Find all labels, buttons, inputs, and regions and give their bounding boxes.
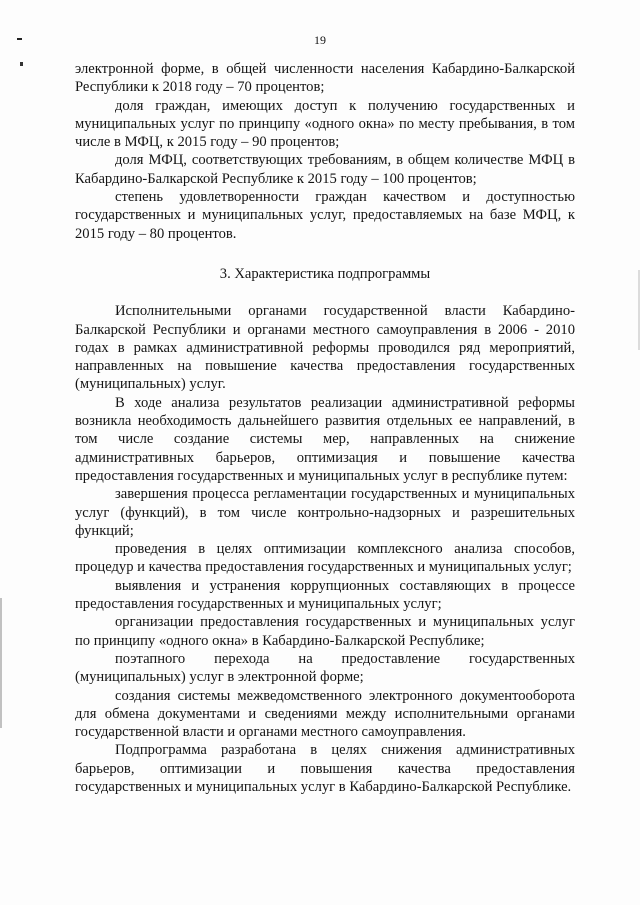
list-item: создания системы межведомственного электронного документооборота для обмена документами и сведениями между исполнительными органами государственной власти и органами местного самоуправления.	[75, 687, 575, 741]
paragraph: Подпрограмма разработана в целях снижения административных барьеров, оптимизации и повышения качества предоставления государственных и муниципальных услуг в Кабардино-Балкарской Республике.	[75, 742, 575, 795]
scan-mark	[20, 62, 23, 66]
page-content	[75, 60, 575, 796]
paragraph: электронной форме, в общей численности населения Кабардино-Балкарской Республики к 2018 году – 70 процентов;	[75, 61, 575, 96]
list-item: выявления и устранения коррупционных составляющих в процессе предоставления государственных и муниципальных услуг;	[75, 577, 575, 613]
paragraph: Исполнительными органами государственной власти Кабардино-Балкарской Республики и органами местного самоуправления в 2006 - 2010 годах в рамках административной реформы проводился ряд мероприятий, направленных на повышение качества предоставления государственных (муниципальных) услуг.	[75, 303, 575, 393]
paragraph: доля граждан, имеющих доступ к получению государственных и муниципальных услуг по принципу «одного окна» по месту пребывания, в том числе в МФЦ, к 2015 году – 90 процентов;	[75, 97, 575, 151]
paragraph: В ходе анализа результатов реализации административной реформы возникла необходимость дальнейшего развития отдельных ее направлений, в том числе создание системы мер, направленных на снижение административных барьеров, оптимизация и повышение качества предоставления государственных и муниципальных услуг в республике путем:	[75, 394, 575, 484]
section-heading: 3. Характеристика подпрограммы	[219, 265, 431, 282]
scan-edge-shadow	[0, 598, 2, 728]
list-item: завершения процесса регламентации государственных и муниципальных услуг (функций), в том числе контрольно-надзорных и разрешительных функций;	[75, 486, 575, 539]
paragraph: доля МФЦ, соответствующих требованиям, в общем количестве МФЦ в Кабардино-Балкарской Республике к 2015 году – 100 процентов;	[75, 152, 575, 187]
page-number: 19	[314, 33, 326, 47]
paragraph: степень удовлетворенности граждан качеством и доступностью государственных и муниципальных услуг, предоставляемых на базе МФЦ, к 2015 году – 80 процентов.	[75, 189, 575, 242]
list-item: проведения в целях оптимизации комплексного анализа способов, процедур и качества предоставления государственных и муниципальных услуг;	[75, 541, 575, 576]
list-item: организации предоставления государственных и муниципальных услуг по принципу «одного окна» в Кабардино-Балкарской Республике;	[75, 614, 575, 649]
list-item: поэтапного перехода на предоставление государственных (муниципальных) услуг в электронной форме;	[75, 650, 575, 686]
